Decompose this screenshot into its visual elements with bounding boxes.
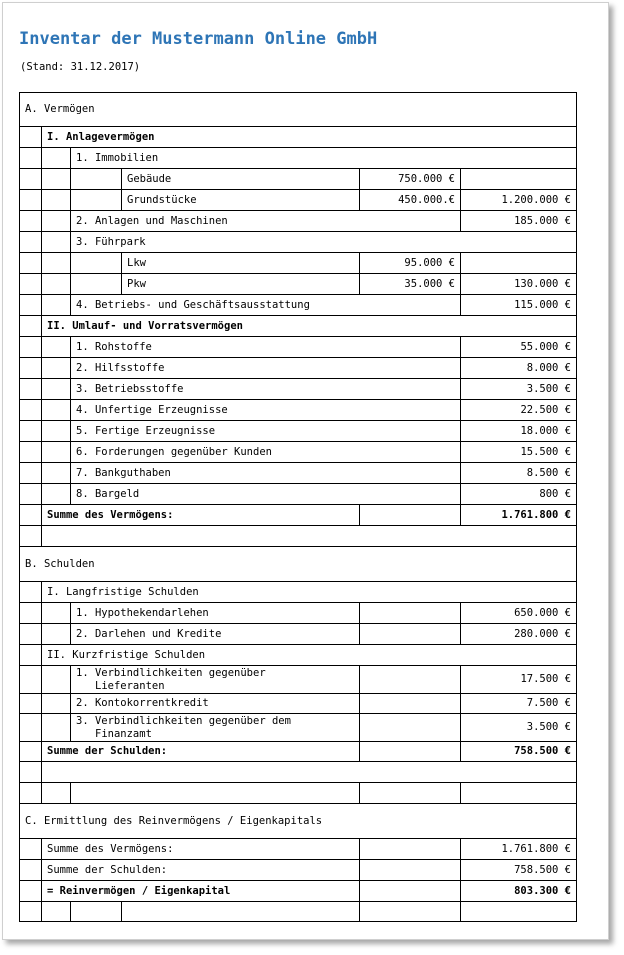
item-label: 5. Fertige Erzeugnisse bbox=[71, 421, 461, 442]
item-total: 130.000 € bbox=[461, 274, 577, 295]
item-total: 758.500 € bbox=[461, 860, 577, 881]
empty-row bbox=[20, 783, 577, 804]
section-b-heading: B. Schulden bbox=[20, 547, 577, 582]
item-label: Lkw bbox=[122, 253, 360, 274]
table-row bbox=[20, 666, 577, 694]
table-row bbox=[20, 714, 577, 742]
eigenkapital-value: 803.300 € bbox=[461, 881, 577, 902]
document-page bbox=[2, 2, 609, 940]
table-row bbox=[20, 190, 577, 211]
empty-row bbox=[20, 762, 577, 783]
table-row bbox=[20, 253, 577, 274]
item-label: 7. Bankguthaben bbox=[71, 463, 461, 484]
item-total: 7.500 € bbox=[461, 694, 577, 714]
item-label: 1. Rohstoffe bbox=[71, 337, 461, 358]
item-total: 3.500 € bbox=[461, 379, 577, 400]
item-total: 280.000 € bbox=[461, 624, 577, 645]
item-total: 18.000 € bbox=[461, 421, 577, 442]
table-row bbox=[20, 860, 577, 881]
item-total: 8.000 € bbox=[461, 358, 577, 379]
kurzfristig-heading: II. Kurzfristige Schulden bbox=[42, 645, 577, 666]
eigenkapital-label: = Reinvermögen / Eigenkapital bbox=[42, 881, 360, 902]
empty-row bbox=[20, 902, 577, 922]
item-total: 1.761.800 € bbox=[461, 839, 577, 860]
item-value: 450.000.€ bbox=[360, 190, 461, 211]
item-total: 17.500 € bbox=[461, 666, 577, 694]
table-row bbox=[20, 694, 577, 714]
table-row bbox=[20, 274, 577, 295]
item-label: Summe des Vermögens: bbox=[42, 839, 360, 860]
section-heading-row bbox=[20, 804, 577, 839]
table-row bbox=[20, 400, 577, 421]
stand-date: (Stand: 31.12.2017) bbox=[20, 61, 141, 73]
result-row bbox=[20, 881, 577, 902]
sum-vermoegen-value: 1.761.800 € bbox=[461, 505, 577, 526]
section-c-heading: C. Ermittlung des Reinvermögens / Eigenkapitals bbox=[20, 804, 577, 839]
item-label: Grundstücke bbox=[122, 190, 360, 211]
inventory-table bbox=[19, 92, 577, 922]
item-label: 3. Verbindlichkeiten gegenüber dem Finanzamt bbox=[71, 714, 360, 742]
item-total: 55.000 € bbox=[461, 337, 577, 358]
table-row bbox=[20, 148, 577, 169]
document-title: Inventar der Mustermann Online GmbH bbox=[19, 29, 378, 49]
table-row bbox=[20, 624, 577, 645]
sum-row bbox=[20, 505, 577, 526]
subsection-row bbox=[20, 316, 577, 337]
table-row bbox=[20, 169, 577, 190]
item-total: 800 € bbox=[461, 484, 577, 505]
table-row bbox=[20, 442, 577, 463]
table-row bbox=[20, 463, 577, 484]
anlagevermoegen-heading: I. Anlagevermögen bbox=[42, 127, 577, 148]
empty-row bbox=[20, 526, 577, 547]
sum-schulden-label: Summe der Schulden: bbox=[42, 742, 360, 762]
item-total: 8.500 € bbox=[461, 463, 577, 484]
langfristig-heading: I. Langfristige Schulden bbox=[42, 582, 577, 603]
table-row bbox=[20, 421, 577, 442]
item-total: 22.500 € bbox=[461, 400, 577, 421]
subsection-row bbox=[20, 645, 577, 666]
subsection-row bbox=[20, 582, 577, 603]
item-value: 35.000 € bbox=[360, 274, 461, 295]
item-total: 650.000 € bbox=[461, 603, 577, 624]
item-label: 2. Anlagen und Maschinen bbox=[71, 211, 461, 232]
item-total: 1.200.000 € bbox=[461, 190, 577, 211]
item-label: Summe der Schulden: bbox=[42, 860, 360, 881]
item-label: Pkw bbox=[122, 274, 360, 295]
item-label: 1. Hypothekendarlehen bbox=[71, 603, 360, 624]
item-label: 1. Immobilien bbox=[71, 148, 577, 169]
section-a-heading: A. Vermögen bbox=[20, 93, 577, 127]
item-label: Gebäude bbox=[122, 169, 360, 190]
table-row bbox=[20, 337, 577, 358]
item-label: 3. Führpark bbox=[71, 232, 577, 253]
item-label: 4. Betriebs- und Geschäftsausstattung bbox=[71, 295, 461, 316]
table-row bbox=[20, 839, 577, 860]
table-row bbox=[20, 379, 577, 400]
umlaufvermoegen-heading: II. Umlauf- und Vorratsvermögen bbox=[42, 316, 577, 337]
table-row bbox=[20, 484, 577, 505]
item-label: 2. Hilfsstoffe bbox=[71, 358, 461, 379]
item-label: 3. Betriebsstoffe bbox=[71, 379, 461, 400]
table-row bbox=[20, 295, 577, 316]
sum-row bbox=[20, 742, 577, 762]
item-label: 2. Darlehen und Kredite bbox=[71, 624, 360, 645]
item-total: 15.500 € bbox=[461, 442, 577, 463]
item-label: 4. Unfertige Erzeugnisse bbox=[71, 400, 461, 421]
item-label: 2. Kontokorrentkredit bbox=[71, 694, 360, 714]
sum-vermoegen-label: Summe des Vermögens: bbox=[42, 505, 360, 526]
item-total: 3.500 € bbox=[461, 714, 577, 742]
table-row bbox=[20, 358, 577, 379]
item-label: 8. Bargeld bbox=[71, 484, 461, 505]
item-value: 750.000 € bbox=[360, 169, 461, 190]
item-label: 1. Verbindlichkeiten gegenüber Lieferanten bbox=[71, 666, 360, 694]
section-heading-row bbox=[20, 547, 577, 582]
section-heading-row bbox=[20, 93, 577, 127]
table-row bbox=[20, 603, 577, 624]
table-row bbox=[20, 232, 577, 253]
item-label: 6. Forderungen gegenüber Kunden bbox=[71, 442, 461, 463]
item-value: 95.000 € bbox=[360, 253, 461, 274]
sum-schulden-value: 758.500 € bbox=[461, 742, 577, 762]
item-total: 185.000 € bbox=[461, 211, 577, 232]
item-total: 115.000 € bbox=[461, 295, 577, 316]
subsection-row bbox=[20, 127, 577, 148]
table-row bbox=[20, 211, 577, 232]
